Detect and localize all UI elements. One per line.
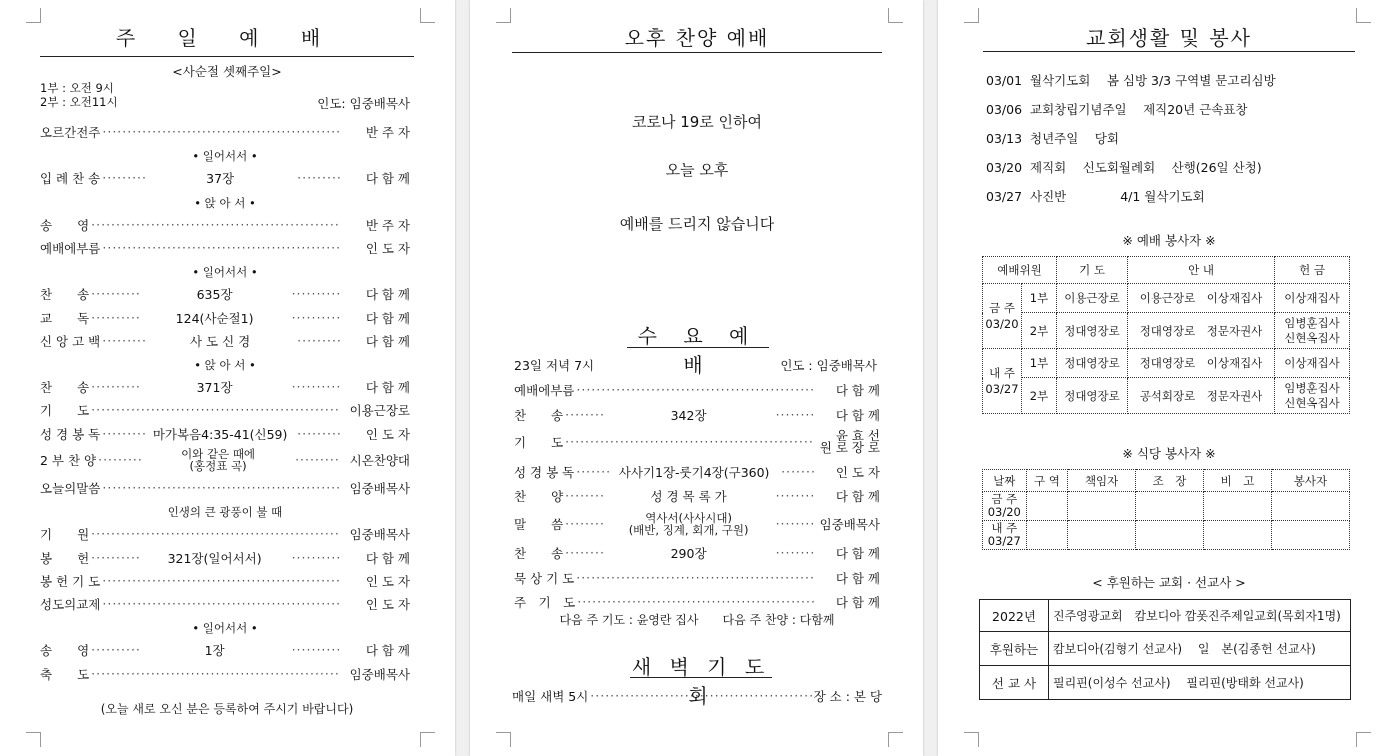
crop-mark: [420, 8, 435, 23]
order-row: [40, 524, 410, 544]
service-cell: 2부: [1022, 313, 1057, 349]
table-row: [980, 600, 1351, 632]
notice-line-3: 예배를 드리지 않습니다: [619, 215, 775, 233]
leader-dots: [774, 405, 814, 425]
leader-dots: [774, 514, 814, 534]
item-label: 묵 상 기 도: [514, 570, 575, 586]
item-person: 임중배목사: [349, 527, 410, 543]
page-sunday-worship: [0, 0, 455, 756]
item-person: 다 함 께: [365, 380, 410, 396]
order-row: [514, 405, 880, 425]
order-row: [40, 664, 410, 684]
order-row: [514, 429, 880, 455]
item-person: 인 도 자: [365, 573, 410, 589]
order-row: [40, 424, 410, 444]
order-row: [514, 380, 880, 400]
offering-name: 임병훈집사: [1284, 380, 1340, 395]
table-row: [983, 492, 1350, 521]
leader-dots: [290, 308, 340, 328]
header-cell: 구 역: [1026, 470, 1068, 492]
leader-dots: [100, 122, 340, 142]
leader-dots: [774, 543, 814, 563]
leader-dots: [574, 380, 814, 400]
item-detail: 성 경 목 록 가: [650, 489, 727, 504]
notice-line-1: 코로나 19로 인하여: [631, 113, 763, 131]
item-detail-line: 역사서(사사시대): [645, 510, 732, 525]
event-date: 03/13: [986, 131, 1023, 146]
offering-cell: 이상재집사: [1275, 349, 1350, 378]
service-time-1: 1부 : 오전 9시: [40, 81, 114, 95]
offering-cell: [1275, 378, 1350, 414]
guide-cell: 공석회장로 정문자권사: [1128, 378, 1275, 414]
item-label: 오르간전주: [40, 125, 101, 140]
event-date: 03/20: [986, 160, 1023, 175]
crop-mark: [964, 8, 979, 23]
order-row: [514, 568, 880, 588]
offering-cell: [1275, 313, 1350, 349]
worship-servers-title: ※ 예배 봉사자 ※: [1122, 233, 1216, 248]
title-rule: [512, 52, 882, 53]
event-row: [986, 158, 1262, 176]
leader-dots: [89, 308, 139, 328]
prayer-cell: 정대영장로: [1057, 378, 1128, 414]
item-label: 봉 헌: [40, 550, 90, 566]
title-rule: [40, 56, 414, 57]
item-label: 신 앙 고 백: [40, 333, 101, 349]
empty-cell: [1271, 521, 1349, 550]
table-header-row: [983, 470, 1350, 492]
mission-title: < 후원하는 교회 · 선교사 >: [1092, 575, 1246, 590]
service-cell: 2부: [1022, 378, 1057, 414]
item-person: 다 함 께: [365, 550, 410, 566]
item-label: 성 경 봉 독: [40, 426, 101, 442]
empty-cell: [1068, 492, 1136, 521]
empty-cell: [1204, 492, 1272, 521]
header-cell: 조 장: [1136, 470, 1204, 492]
wednesday-leader: 인도 : 임중배목사: [780, 358, 877, 373]
order-row: [40, 168, 410, 188]
crop-mark: [496, 732, 511, 747]
leader-dots: [290, 377, 340, 397]
empty-cell: [1026, 521, 1068, 550]
event-date: 03/01: [986, 73, 1023, 88]
item-label: 성도의교제: [40, 597, 101, 612]
leader-dots: [89, 400, 340, 420]
mission-label: 2022년: [980, 600, 1049, 632]
leader-dots: [290, 548, 340, 568]
empty-cell: [1068, 521, 1136, 550]
item-person: 다 함 께: [835, 595, 880, 610]
prayer-cell: 정대영장로: [1057, 349, 1128, 378]
service-cell: 1부: [1022, 349, 1057, 378]
leader-dots: [563, 486, 603, 506]
week-label: 금 주: [991, 492, 1018, 506]
item-person: [814, 430, 880, 454]
item-label: 찬 송: [514, 546, 564, 561]
item-label: 2 부 찬 양: [40, 452, 97, 468]
item-label: 봉 헌 기 도: [40, 573, 101, 589]
item-detail: 124(사순절1): [175, 310, 254, 326]
leader-dots: [89, 215, 340, 235]
leader-dots: [290, 284, 340, 304]
leader-dots: [100, 238, 340, 258]
table-row: [983, 284, 1350, 313]
leader-dots: [100, 478, 340, 498]
leader-dots: [89, 377, 139, 397]
mission-text: 필리핀(이성수 선교사) 필리핀(방태화 선교사): [1049, 666, 1351, 700]
item-label: 찬 송: [40, 287, 90, 303]
item-label: 오늘의말씀: [40, 481, 101, 496]
leader-dots: [89, 524, 340, 544]
mission-table: [979, 599, 1351, 700]
section-note: • 앉 아 서 •: [194, 195, 256, 210]
leader-dots: [100, 424, 145, 444]
crop-mark: [964, 732, 979, 747]
order-row: [514, 486, 880, 506]
week-label: 내 주: [989, 366, 1015, 380]
event-row: [986, 187, 1205, 205]
item-detail: [604, 512, 774, 536]
empty-cell: [1271, 492, 1349, 521]
service-time-2: 2부 : 오전11시: [40, 95, 118, 109]
leader-dots: [100, 168, 145, 188]
page-title: 오후 찬양 예배: [624, 26, 770, 50]
event-text: 월삭기도회 봄 심방 3/3 구역별 문고리심방: [1030, 73, 1276, 88]
item-person: 다 함 께: [365, 310, 410, 326]
week-cell: [983, 284, 1022, 349]
item-person: 임중배목사: [349, 481, 410, 496]
week-date: 03/27: [985, 382, 1019, 396]
subtitle: <사순절 셋째주일>: [172, 64, 282, 79]
item-label: 성 경 봉 독: [514, 464, 575, 480]
item-detail: 1장: [204, 643, 225, 659]
leader: 인도: 임중배목사: [317, 96, 410, 111]
mission-text: 진주영광교회 캄보디아 깜폿진주제일교회(목회자1명): [1049, 600, 1351, 632]
item-label: 찬 양: [514, 489, 564, 504]
item-detail: 342장: [670, 407, 707, 423]
event-row: [986, 100, 1247, 118]
order-row: [40, 478, 410, 498]
event-text: 사진반 4/1 월삭기도회: [1030, 189, 1205, 204]
item-detail: 371장: [196, 380, 233, 396]
order-row: [40, 640, 410, 660]
order-row: [514, 543, 880, 563]
next-week-note: 다음 주 기도 : 윤영란 집사 다음 주 찬양 : 다함께: [559, 613, 835, 627]
offering-name: 신현옥집사: [1284, 330, 1340, 345]
section-note: • 앉 아 서 •: [194, 358, 256, 372]
mission-label: 선 교 사: [980, 666, 1049, 700]
crop-mark: [420, 732, 435, 747]
item-person: 다 함 께: [835, 570, 880, 586]
crop-mark: [496, 8, 511, 23]
leader-dots: [100, 594, 340, 614]
week-date: 03/20: [985, 317, 1019, 331]
dawn-title: 새 벽 기 도 회: [631, 655, 771, 708]
footer-note: (오늘 새로 오신 분은 등록하여 주시기 바랍니다): [100, 702, 354, 716]
item-label: 주 기 도: [514, 595, 576, 610]
order-row: [40, 331, 410, 351]
week-label: 내 주: [991, 521, 1018, 535]
event-date: 03/27: [986, 189, 1023, 204]
item-label: 기 원: [40, 527, 90, 543]
item-person: 이용근장로: [349, 403, 410, 419]
table-row: [983, 521, 1350, 550]
guide-cell: 정대영장로 정문자권사: [1128, 313, 1275, 349]
item-detail: 마가복음4:35-41(신59): [152, 426, 288, 442]
item-label: 말 씀: [514, 516, 564, 532]
leader-dots: [574, 568, 814, 588]
crop-mark: [26, 8, 41, 23]
prayer-cell: 정대영장로: [1057, 313, 1128, 349]
event-row: [986, 71, 1276, 89]
item-person: 다 함 께: [365, 171, 411, 187]
order-row: [40, 400, 410, 420]
item-person: 다 함 께: [365, 333, 411, 349]
leader-dots: [563, 432, 814, 452]
mission-text: 캄보디아(김형기 선교사) 일 본(김종헌 선교사): [1049, 632, 1351, 666]
order-row: [40, 284, 410, 304]
order-row: [514, 462, 880, 482]
item-detail-line: (홍정표 곡): [189, 458, 247, 473]
item-label: 송 영: [40, 217, 90, 233]
event-date: 03/06: [986, 102, 1023, 117]
dawn-row: [512, 686, 882, 706]
order-row: [40, 122, 410, 142]
empty-cell: [1136, 492, 1204, 521]
header-cell: 예배위원: [983, 257, 1057, 284]
item-person: 다 함 께: [365, 643, 410, 659]
leader-dots: [100, 331, 145, 351]
header-cell: 책임자: [1068, 470, 1136, 492]
crop-mark: [26, 732, 41, 747]
week-date: 03/20: [987, 505, 1021, 519]
dawn-label: 매일 새벽 5시: [512, 689, 589, 704]
item-person: 임중배목사: [349, 666, 410, 682]
crop-mark: [1356, 732, 1371, 747]
table-row: [980, 632, 1351, 666]
item-label: 기 도: [514, 435, 564, 450]
cafeteria-servers-title: ※ 식당 봉사자 ※: [1122, 446, 1216, 461]
item-person: 인 도 자: [365, 241, 410, 256]
prayer-cell: 이용근장로: [1057, 284, 1128, 313]
item-detail-line: 이와 같은 때에: [181, 446, 256, 461]
event-text: 제직회 신도회월례회 산행(26일 산청): [1030, 160, 1262, 175]
order-row: [40, 238, 410, 258]
item-person: 다 함 께: [835, 546, 880, 561]
empty-cell: [1204, 521, 1272, 550]
leader-dots: [563, 543, 603, 563]
item-person: 인 도 자: [365, 426, 411, 442]
order-row: [40, 308, 410, 328]
order-row: [40, 571, 410, 591]
dawn-place: 장 소 : 본 당: [813, 689, 882, 704]
item-person: 반 주 자: [365, 125, 410, 140]
leader-dots: [563, 514, 603, 534]
item-person: 다 함 께: [365, 287, 410, 303]
leader-dots: [774, 486, 814, 506]
item-label: 기 도: [40, 403, 90, 419]
item-detail: 321장(일어서서): [167, 550, 262, 566]
item-label: 입 례 찬 송: [40, 171, 101, 187]
order-row: [40, 447, 410, 473]
leader-dots: [89, 664, 340, 684]
order-row: [514, 511, 880, 537]
table-row: [983, 313, 1350, 349]
leader-dots: [779, 462, 814, 482]
item-detail: 37장: [206, 171, 235, 187]
order-row: [40, 548, 410, 568]
leader-dots: [574, 462, 609, 482]
page-title: 주 일 예 배: [115, 26, 339, 50]
header-cell: 헌 금: [1275, 257, 1350, 284]
item-person: 다 함 께: [835, 407, 880, 423]
notice-line-2: 오늘 오후: [665, 161, 729, 179]
mission-label: 후원하는: [980, 632, 1049, 666]
header-cell: 안 내: [1128, 257, 1275, 284]
item-label: 예배에부름: [40, 241, 101, 256]
date-cell: [983, 492, 1027, 521]
leader-dots: [96, 450, 143, 470]
date-cell: [983, 521, 1027, 550]
empty-cell: [1026, 492, 1068, 521]
event-text: 청년주일 당회: [1030, 131, 1119, 146]
leader-dots: [563, 405, 603, 425]
leader-dots: [293, 450, 340, 470]
item-person: 다 함 께: [835, 489, 880, 504]
item-label: 송 영: [40, 643, 90, 659]
page-title: 교회생활 및 봉사: [1086, 26, 1252, 50]
section-note: • 일어서서 •: [192, 265, 258, 280]
guide-cell: 이용근장로 이상재집사: [1128, 284, 1275, 313]
header-cell: 기 도: [1057, 257, 1128, 284]
item-label: 찬 송: [40, 380, 90, 396]
item-label: 예배에부름: [514, 383, 575, 398]
event-text: 교회창립기념주일 제직20년 근속표창: [1030, 102, 1248, 117]
leader-dots: [295, 424, 340, 444]
item-detail: 635장: [196, 287, 233, 303]
item-person: 다 함 께: [835, 383, 880, 398]
leader-dots: [295, 331, 340, 351]
title-rule: [983, 51, 1355, 52]
item-detail: [143, 448, 293, 472]
worship-servers-table: [982, 256, 1350, 414]
leader-dots: [295, 168, 340, 188]
page-church-life: [938, 0, 1392, 756]
item-detail: 사 도 신 경: [190, 333, 251, 349]
item-person-line: 윤 효 선: [835, 428, 880, 443]
item-person: 반 주 자: [365, 217, 410, 233]
crop-mark: [888, 8, 903, 23]
leader-dots: [89, 548, 139, 568]
item-detail-line: (배반, 징계, 회개, 구원): [628, 522, 749, 537]
section-note: • 일어서서 •: [192, 621, 258, 636]
item-label: 찬 송: [514, 407, 564, 423]
wednesday-rule: [627, 347, 769, 348]
service-cell: 1부: [1022, 284, 1057, 313]
week-date: 03/27: [987, 534, 1021, 548]
offering-name: 신현옥집사: [1284, 395, 1340, 410]
table-row: [983, 378, 1350, 414]
table-row: [980, 666, 1351, 700]
order-row: [40, 377, 410, 397]
guide-cell: 정대영장로 이상재집사: [1128, 349, 1275, 378]
section-note: • 일어서서 •: [192, 149, 258, 164]
leader-dots: [89, 640, 139, 660]
header-cell: 날짜: [983, 470, 1027, 492]
week-cell: [983, 349, 1022, 414]
wednesday-time: 23일 저녁 7시: [514, 358, 595, 373]
item-detail: 290장: [670, 546, 707, 561]
leader-dots: [588, 686, 813, 706]
wednesday-title: 수 요 예 배: [637, 324, 759, 377]
leader-dots: [100, 571, 340, 591]
crop-mark: [1356, 8, 1371, 23]
leader-dots: [290, 640, 340, 660]
page-afternoon-worship: [470, 0, 923, 756]
header-cell: 비 고: [1204, 470, 1272, 492]
cafeteria-servers-table: [982, 469, 1350, 550]
week-label: 금 주: [989, 301, 1015, 315]
dawn-rule: [630, 677, 772, 678]
item-label: 축 도: [40, 666, 90, 682]
offering-name: 임병훈집사: [1284, 315, 1340, 330]
event-row: [986, 129, 1119, 147]
crop-mark: [888, 732, 903, 747]
item-person: 인 도 자: [835, 464, 881, 480]
item-person: 시온찬양대: [349, 452, 411, 468]
header-cell: 봉사자: [1271, 470, 1349, 492]
leader-dots: [575, 592, 814, 612]
leader-dots: [89, 284, 139, 304]
order-row: [514, 592, 880, 612]
item-detail: 사사기1장-룻기4장(구360): [618, 464, 770, 480]
offering-cell: 이상재집사: [1275, 284, 1350, 313]
section-note: 인생의 큰 광풍이 불 때: [167, 505, 283, 520]
order-row: [40, 215, 410, 235]
table-row: [983, 349, 1350, 378]
item-label: 교 독: [40, 310, 90, 326]
order-row: [40, 594, 410, 614]
table-header-row: [983, 257, 1350, 284]
item-person-line: 원 로 장 로: [819, 440, 880, 455]
item-person: 임중배목사: [819, 516, 880, 532]
item-person: 인 도 자: [365, 597, 410, 612]
empty-cell: [1136, 521, 1204, 550]
